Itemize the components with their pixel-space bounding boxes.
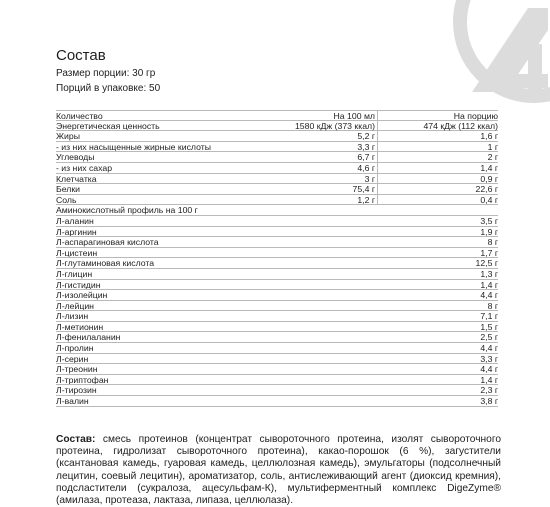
nutrient-name: Жиры — [56, 131, 80, 141]
amino-spacer — [245, 364, 378, 374]
table-row — [56, 396, 498, 407]
table-row — [56, 195, 498, 206]
nutrient-per100: 1580 кДж (373 ккал) — [244, 121, 378, 131]
nutrient-per-serving: 1 г — [487, 141, 498, 152]
nutrient-name: Белки — [56, 184, 80, 194]
amino-name: Л-серин — [56, 353, 89, 364]
nutrient-per100: 3 г — [244, 174, 378, 184]
table-row — [56, 301, 498, 312]
nutrient-per100: 4,6 г — [244, 163, 378, 173]
amino-name: Л-глицин — [56, 268, 93, 279]
table-row — [56, 354, 498, 365]
amino-spacer — [245, 322, 378, 332]
nutrient-name: - из них насыщенные жирные кислоты — [56, 141, 211, 152]
column-header-per-serving: На порцию — [453, 111, 498, 121]
table-row — [56, 375, 498, 386]
amino-name: Л-гистидин — [56, 279, 101, 290]
amino-value: 4,4 г — [480, 290, 498, 301]
table-row — [56, 237, 498, 248]
nutrient-per-serving: 474 кДж (112 ккал) — [423, 120, 498, 131]
nutrient-name: Углеводы — [56, 152, 95, 162]
table-row — [56, 163, 498, 174]
amino-spacer — [245, 258, 378, 268]
table-row — [56, 290, 498, 301]
amino-value: 2,3 г — [480, 385, 498, 396]
serving-size: Размер порции: 30 гр — [56, 68, 156, 79]
amino-value: 1,9 г — [480, 226, 498, 237]
table-row — [56, 343, 498, 354]
table-row — [56, 227, 498, 238]
amino-spacer — [245, 375, 378, 385]
amino-value: 8 г — [487, 300, 498, 311]
table-row — [56, 364, 498, 375]
nutrient-per100: 5,2 г — [244, 131, 378, 141]
amino-spacer — [245, 385, 378, 395]
amino-value: 1,4 г — [480, 374, 498, 385]
page-title: Состав — [56, 47, 106, 64]
amino-name: Л-аланин — [56, 215, 94, 226]
nutrient-per-serving: 0,4 г — [480, 194, 498, 205]
nutrient-per-serving: 2 г — [487, 152, 498, 163]
nutrient-name: Соль — [56, 194, 77, 205]
amino-spacer — [245, 237, 378, 247]
amino-value: 8 г — [487, 237, 498, 248]
table-row — [56, 311, 498, 322]
amino-spacer — [245, 290, 378, 300]
table-row — [56, 280, 498, 291]
table-row — [56, 322, 498, 333]
amino-spacer — [245, 332, 378, 342]
amino-value: 1,4 г — [480, 279, 498, 290]
nutrients-list — [56, 121, 498, 206]
table-row — [56, 216, 498, 227]
column-header-name: Количество — [56, 111, 103, 120]
amino-section-title-row — [56, 205, 498, 216]
column-header-per100: На 100 мл — [244, 111, 378, 120]
amino-name: Л-лизин — [56, 311, 89, 321]
amino-spacer — [245, 269, 378, 279]
amino-name: Л-валин — [56, 396, 89, 406]
brand-logo-icon — [436, 0, 550, 120]
amino-value: 2,5 г — [480, 332, 498, 343]
composition-ingredients: смесь протеинов (концентрат сывороточного протеина, изолят сывороточного протеина, гидролизат сывороточного протеина), какао-порошок (6 %), загустители (ксантановая камедь, гуаровая камедь, целлюлозная камедь), эмульгаторы (подсолнечный лецитин, соевый лецитин), ароматизатор, соль, антислеживающий агент (диоксид кремния), подсластители (сукралоза, ацесульфам-К), мультиферментный комплекс DigeZyme® (амилаза, протеаза, лактаза, липаза, целлюлаза). — [56, 434, 501, 507]
amino-section-title: Аминокислотный профиль на 100 г — [56, 205, 198, 215]
amino-spacer — [245, 396, 378, 406]
amino-name: Л-глутаминовая кислота — [56, 258, 155, 268]
amino-name: Л-пролин — [56, 343, 94, 353]
amino-value: 1,7 г — [480, 247, 498, 258]
nutrient-per-serving: 22,6 г — [475, 184, 498, 195]
nutrient-name: Энергетическая ценность — [56, 120, 160, 131]
amino-name: Л-тирозин — [56, 385, 97, 396]
amino-spacer — [245, 354, 378, 364]
table-header-row — [56, 110, 498, 121]
amino-name: Л-цистеин — [56, 247, 98, 258]
amino-name: Л-аргинин — [56, 226, 97, 237]
nutrient-per-serving: 1,6 г — [480, 131, 498, 142]
table-row — [56, 174, 498, 185]
servings-per-package: Порций в упаковке: 50 — [56, 83, 161, 94]
amino-name: Л-метионин — [56, 321, 104, 332]
table-row — [56, 248, 498, 259]
nutrient-name: Клетчатка — [56, 173, 97, 184]
amino-value: 1,3 г — [480, 268, 498, 279]
table-row — [56, 184, 498, 195]
amino-value: 3,5 г — [480, 215, 498, 226]
amino-spacer — [245, 216, 378, 226]
table-row — [56, 385, 498, 396]
table-row — [56, 152, 498, 163]
amino-name: Л-лейцин — [56, 300, 94, 311]
nutrient-per100: 1,2 г — [244, 195, 378, 205]
amino-list — [56, 216, 498, 407]
amino-spacer — [245, 343, 378, 353]
amino-value: 12,5 г — [475, 258, 498, 269]
table-row — [56, 258, 498, 269]
amino-spacer — [245, 301, 378, 311]
amino-spacer — [245, 248, 378, 258]
amino-name: Л-триптофан — [56, 374, 109, 385]
nutrient-name: - из них сахар — [56, 162, 113, 173]
composition-label: Состав: — [56, 434, 96, 445]
amino-name: Л-фенилаланин — [56, 332, 121, 343]
table-row — [56, 121, 498, 132]
table-row — [56, 269, 498, 280]
amino-value: 3,3 г — [480, 353, 498, 364]
nutrient-per100: 6,7 г — [244, 152, 378, 162]
amino-spacer — [245, 227, 378, 237]
amino-value: 1,5 г — [480, 321, 498, 332]
nutrient-per100: 75,4 г — [244, 184, 378, 194]
amino-name: Л-аспарагиновая кислота — [56, 237, 159, 247]
composition-text — [56, 434, 501, 507]
amino-value: 7,1 г — [480, 311, 498, 322]
nutrient-per100: 3,3 г — [244, 142, 378, 152]
amino-value: 4,4 г — [480, 364, 498, 375]
amino-value: 4,4 г — [480, 343, 498, 354]
nutrient-per-serving: 0,9 г — [480, 173, 498, 184]
amino-spacer — [245, 280, 378, 290]
amino-name: Л-треонин — [56, 364, 98, 374]
nutrition-table — [56, 110, 498, 407]
amino-name: Л-изолейцин — [56, 290, 108, 300]
amino-value: 3,8 г — [480, 396, 498, 407]
amino-spacer — [245, 311, 378, 321]
table-row — [56, 142, 498, 153]
table-row — [56, 332, 498, 343]
nutrient-per-serving: 1,4 г — [480, 162, 498, 173]
table-row — [56, 131, 498, 142]
